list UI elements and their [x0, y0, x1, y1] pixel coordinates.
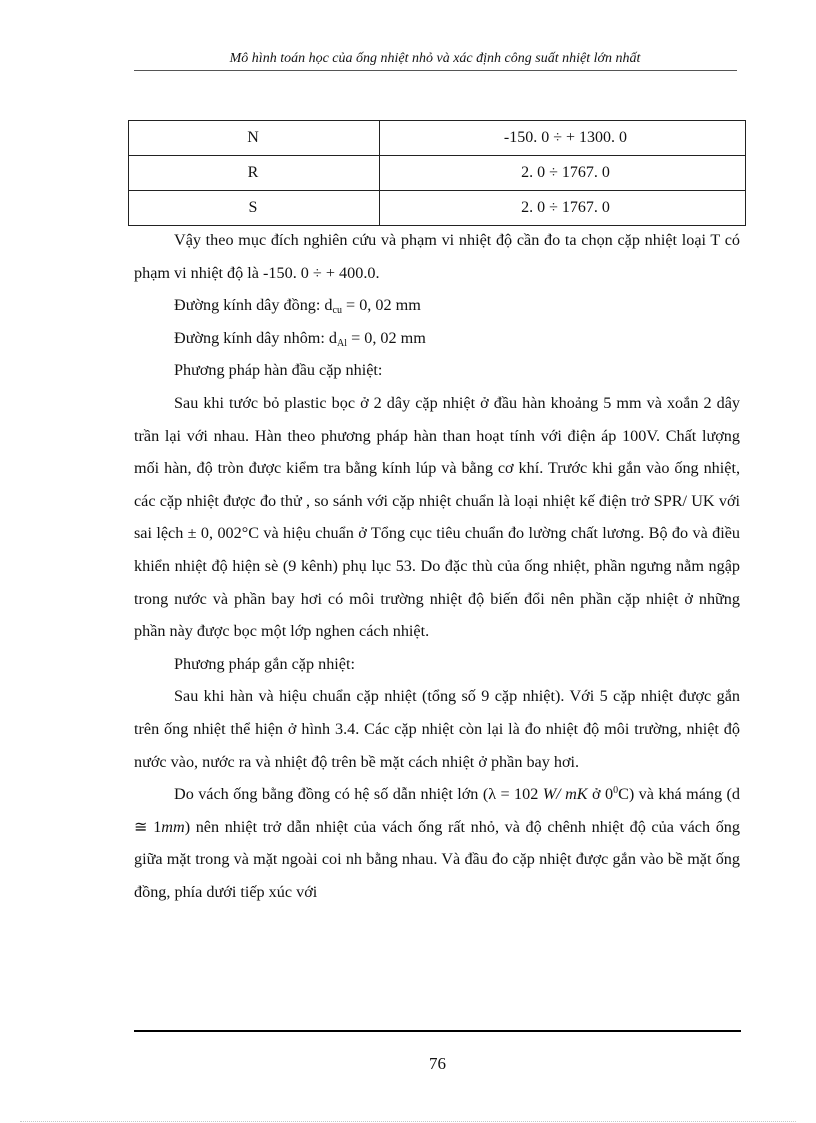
copper-wire-value: = 0, 02 mm — [341, 296, 421, 315]
degree-superscript: 0 — [613, 785, 619, 797]
page-edge-dotted-line — [20, 1121, 796, 1122]
temperature-range-cell: 2. 0 ÷ 1767. 0 — [380, 156, 746, 191]
thermocouple-type-cell: R — [129, 156, 380, 191]
temperature-range-cell: -150. 0 ÷ + 1300. 0 — [380, 121, 746, 156]
thermocouple-type-cell: S — [129, 191, 380, 226]
mounting-method-heading: Phương pháp gắn cặp nhiệt: — [174, 654, 355, 673]
text-run: ở 0 — [587, 785, 614, 804]
page-number: 76 — [429, 1054, 446, 1073]
aluminum-wire-value: = 0, 02 mm — [347, 328, 426, 347]
thermocouple-type-cell: N — [129, 121, 380, 156]
copper-wire-diameter — [134, 289, 740, 322]
aluminum-wire-diameter — [134, 322, 740, 355]
table-row — [129, 156, 746, 191]
welding-method-heading: Phương pháp hàn đầu cặp nhiệt: — [174, 361, 383, 380]
table-row — [129, 121, 746, 156]
paragraph-welding-method: Sau khi tước bỏ plastic bọc ở 2 dây cặp nhiệt ở đầu hàn khoảng 5 mm và xoắn 2 dây trần lại với nhau. Hàn theo phương pháp hàn than hoạt tính với điện áp 100V. Chất lượng mối hàn, độ tròn được kiểm tra bằng kính lúp và bằng cơ khí. Trước khi gắn vào ống nhiệt, các cặp nhiệt được đo thử , so sánh với cặp nhiệt chuẩn là loại nhiệt kế điện trở SPR/ UK với sai lệch ± 0, 002°C và hiệu chuẩn ở Tổng cục tiêu chuẩn đo lường chất lương. Bộ đo và điều khiển nhiệt độ hiện sè (9 kênh) phụ lục 53. Do đặc thù của ống nhiệt, phần ngưng nằm ngập trong nước và phần bay hơi có môi trường nhiệt độ biến đổi nên phần cặp nhiệt ở những phần này được bọc một lớp nghen cách nhiệt. — [134, 393, 740, 641]
paragraph-wall-conduction — [134, 778, 740, 908]
body-text — [134, 224, 740, 908]
aluminum-subscript: Al — [337, 337, 348, 349]
text-run: ) nên nhiệt trở dẫn nhiệt của vách ống rất nhỏ, và độ chênh nhiệt độ của vách ống giữa mặt trong và mặt ngoài coi nh bằng nhau. Và đầu đo cặp nhiệt được gắn vào bề mặt ống đồng, phía dưới tiếp xúc với — [134, 817, 740, 901]
unit-mm: mm — [161, 817, 185, 836]
text-run: Do vách ống bằng đồng có hệ số dẫn nhiệt lớn (λ = 102 — [174, 785, 543, 804]
copper-subscript: cu — [332, 305, 342, 317]
running-header: Mô hình toán học của ống nhiệt nhỏ và xác định công suất nhiệt lớn nhất — [229, 51, 641, 66]
paragraph-mounting-method: Sau khi hàn và hiệu chuẩn cặp nhiệt (tổng số 9 cặp nhiệt). Với 5 cặp nhiệt được gắn trên ống nhiệt thể hiện ở hình 3.4. Các cặp nhiệt còn lại là đo nhiệt độ môi trường, nhiệt độ nước vào, nước ra và nhiệt độ trên bề mặt cách nhiệt ở phần bay hơi. — [134, 687, 740, 771]
thermocouple-range-table — [128, 120, 746, 226]
header-divider — [134, 70, 737, 71]
table-row — [129, 191, 746, 226]
paragraph-selection: Vậy theo mục đích nghiên cứu và phạm vi nhiệt độ cần đo ta chọn cặp nhiệt loại T có phạm vi nhiệt độ là -150. 0 ÷ + 400.0. — [134, 231, 740, 282]
temperature-range-cell: 2. 0 ÷ 1767. 0 — [380, 191, 746, 226]
footer-divider — [134, 1030, 741, 1032]
aluminum-wire-label: Đường kính dây nhôm: d — [174, 328, 338, 347]
text-run: C) và khá máng (d ≅ 1 — [134, 785, 741, 836]
copper-wire-label: Đường kính dây đồng: d — [174, 296, 333, 315]
unit-w-per-mk: W/ mK — [542, 785, 588, 804]
